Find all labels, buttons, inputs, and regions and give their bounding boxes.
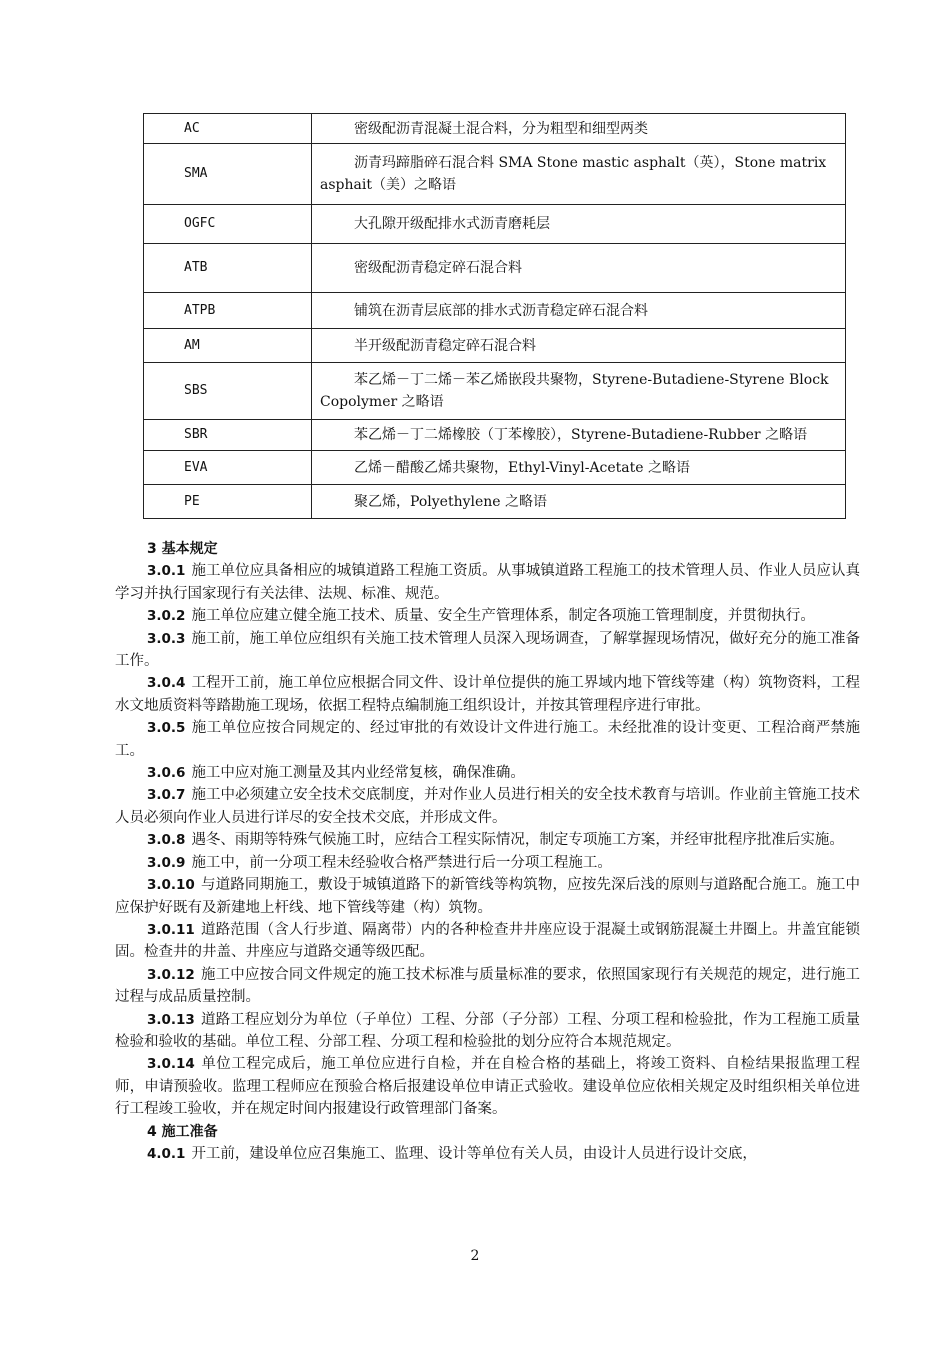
clause xyxy=(115,605,860,627)
clause-text: 遇冬、雨期等特殊气候施工时，应结合工程实际情况，制定专项施工方案，并经审批程序批准后实施。 xyxy=(191,832,844,849)
clause-text: 与道路同期施工，敷设于城镇道路下的新管线等构筑物，应按先深后浅的原则与道路配合施工。施工中应保护好既有及新建地上杆线、地下管线等建（构）筑物。 xyxy=(115,877,860,916)
abbr-code: SMA xyxy=(144,144,312,205)
clause-text: 施工中应对施工测量及其内业经常复核，确保准确。 xyxy=(191,765,525,782)
clause xyxy=(115,1009,860,1054)
page-number: 2 xyxy=(470,1248,480,1264)
table-row xyxy=(144,293,846,329)
clause-number: 3.0.5 xyxy=(147,720,186,737)
clause-number: 3.0.10 xyxy=(147,877,195,894)
clause xyxy=(115,762,860,784)
clause-text: 施工中应按合同文件规定的施工技术标准与质量标准的要求，依照国家现行有关规范的规定，进行施工过程与成品质量控制。 xyxy=(115,966,860,1006)
clause xyxy=(115,560,860,605)
clause-number: 3.0.13 xyxy=(147,1011,195,1028)
clause xyxy=(115,628,860,673)
abbr-desc: 苯乙烯－丁二烯－苯乙烯嵌段共聚物，Styrene-Butadiene-Styrene Block Copolymer 之略语 xyxy=(312,363,846,420)
clause xyxy=(115,784,860,829)
table-row xyxy=(144,451,846,485)
clause-text: 道路范围（含人行步道、隔离带）内的各种检查井井座应设于混凝土或钢筋混凝土井圈上。井盖宜能锁固。检查井的井盖、井座应与道路交通等级匹配。 xyxy=(115,921,860,961)
abbr-desc: 聚乙烯，Polyethylene 之略语 xyxy=(312,485,846,519)
section-heading: 3 基本规定 xyxy=(147,541,218,557)
clause-text: 单位工程完成后，施工单位应进行自检，并在自检合格的基础上，将竣工资料、自检结果报监理工程师，申请预验收。监理工程师应在预验合格后报建设单位申请正式验收。建设单位应依相关规定及时组织相关单位进行工程竣工验收，并在规定时间内报建设行政管理部门备案。 xyxy=(115,1056,860,1118)
clause-number: 3.0.14 xyxy=(147,1056,195,1073)
table-row xyxy=(144,144,846,205)
clause-number: 3.0.4 xyxy=(147,675,186,692)
clause-number: 3.0.2 xyxy=(147,608,186,625)
abbr-code: EVA xyxy=(144,451,312,485)
clause-text: 施工中必须建立安全技术交底制度，并对作业人员进行相关的安全技术教育与培训。作业前主管施工技术人员必须向作业人员进行详尽的安全技术交底，并形成文件。 xyxy=(115,787,860,826)
table-row xyxy=(144,329,846,363)
clause xyxy=(115,874,860,919)
abbr-desc: 铺筑在沥青层底部的排水式沥青稳定碎石混合料 xyxy=(312,293,846,329)
abbr-code: SBR xyxy=(144,420,312,451)
clause-number: 4.0.1 xyxy=(147,1145,186,1162)
table-row xyxy=(144,244,846,293)
clause xyxy=(115,829,860,851)
abbr-desc: 沥青玛蹄脂碎石混合料 SMA Stone mastic asphalt（英），Stone matrix asphait（美）之略语 xyxy=(312,144,846,205)
abbr-desc: 乙烯－醋酸乙烯共聚物，Ethyl-Vinyl-Acetate 之略语 xyxy=(312,451,846,485)
body-text xyxy=(115,538,860,1165)
abbr-code: SBS xyxy=(144,363,312,420)
abbr-desc: 半开级配沥青稳定碎石混合料 xyxy=(312,329,846,363)
abbr-desc: 大孔隙开级配排水式沥青磨耗层 xyxy=(312,205,846,244)
clause-number: 3.0.3 xyxy=(147,630,186,647)
abbr-code: OGFC xyxy=(144,205,312,244)
clause-text: 施工前，施工单位应组织有关施工技术管理人员深入现场调查，了解掌握现场情况，做好充分的施工准备工作。 xyxy=(115,630,860,670)
table-row xyxy=(144,114,846,144)
clause-text: 施工单位应按合同规定的、经过审批的有效设计文件进行施工。未经批准的设计变更、工程洽商严禁施工。 xyxy=(115,720,860,759)
abbr-code: AM xyxy=(144,329,312,363)
clause-number: 3.0.1 xyxy=(147,563,186,580)
clause-text: 施工单位应建立健全施工技术、质量、安全生产管理体系，制定各项施工管理制度，并贯彻执行。 xyxy=(191,608,815,625)
table-row xyxy=(144,485,846,519)
section-heading: 4 施工准备 xyxy=(147,1123,218,1140)
clause-text: 开工前，建设单位应召集施工、监理、设计等单位有关人员，由设计人员进行设计交底， xyxy=(191,1145,757,1162)
table-row xyxy=(144,420,846,451)
clause-text: 道路工程应划分为单位（子单位）工程、分部（子分部）工程、分项工程和检验批，作为工程施工质量检验和验收的基础。单位工程、分部工程、分项工程和检验批的划分应符合本规范规定。 xyxy=(115,1011,860,1050)
abbreviation-table xyxy=(143,113,846,519)
clause-number: 3.0.11 xyxy=(147,921,195,938)
abbr-code: ATPB xyxy=(144,293,312,329)
abbr-desc: 密级配沥青混凝土混合料，分为粗型和细型两类 xyxy=(312,114,846,144)
clause xyxy=(115,717,860,762)
clause-number: 3.0.8 xyxy=(147,832,186,849)
clause xyxy=(115,919,860,964)
clause-number: 3.0.9 xyxy=(147,854,186,871)
clause-number: 3.0.7 xyxy=(147,787,186,804)
clause xyxy=(115,1143,860,1165)
clause-number: 3.0.12 xyxy=(147,966,195,983)
abbr-desc: 苯乙烯－丁二烯橡胶（丁苯橡胶），Styrene-Butadiene-Rubber 之略语 xyxy=(312,420,846,451)
table-row xyxy=(144,363,846,420)
clause xyxy=(115,1053,860,1120)
clause-text: 工程开工前，施工单位应根据合同文件、设计单位提供的施工界域内地下管线等建（构）筑物资料，工程水文地质资料等踏勘施工现场，依据工程特点编制施工组织设计，并按其管理程序进行审批。 xyxy=(115,675,860,714)
clause xyxy=(115,964,860,1009)
clause xyxy=(115,852,860,874)
abbr-code: AC xyxy=(144,114,312,144)
clause xyxy=(115,672,860,717)
clause-number: 3.0.6 xyxy=(147,765,186,782)
abbr-code: PE xyxy=(144,485,312,519)
clause-text: 施工单位应具备相应的城镇道路工程施工资质。从事城镇道路工程施工的技术管理人员、作业人员应认真学习并执行国家现行有关法律、法规、标准、规范。 xyxy=(115,563,860,602)
abbr-desc: 密级配沥青稳定碎石混合料 xyxy=(312,244,846,293)
abbr-code: ATB xyxy=(144,244,312,293)
table-row xyxy=(144,205,846,244)
clause-text: 施工中，前一分项工程未经验收合格严禁进行后一分项工程施工。 xyxy=(191,854,612,871)
